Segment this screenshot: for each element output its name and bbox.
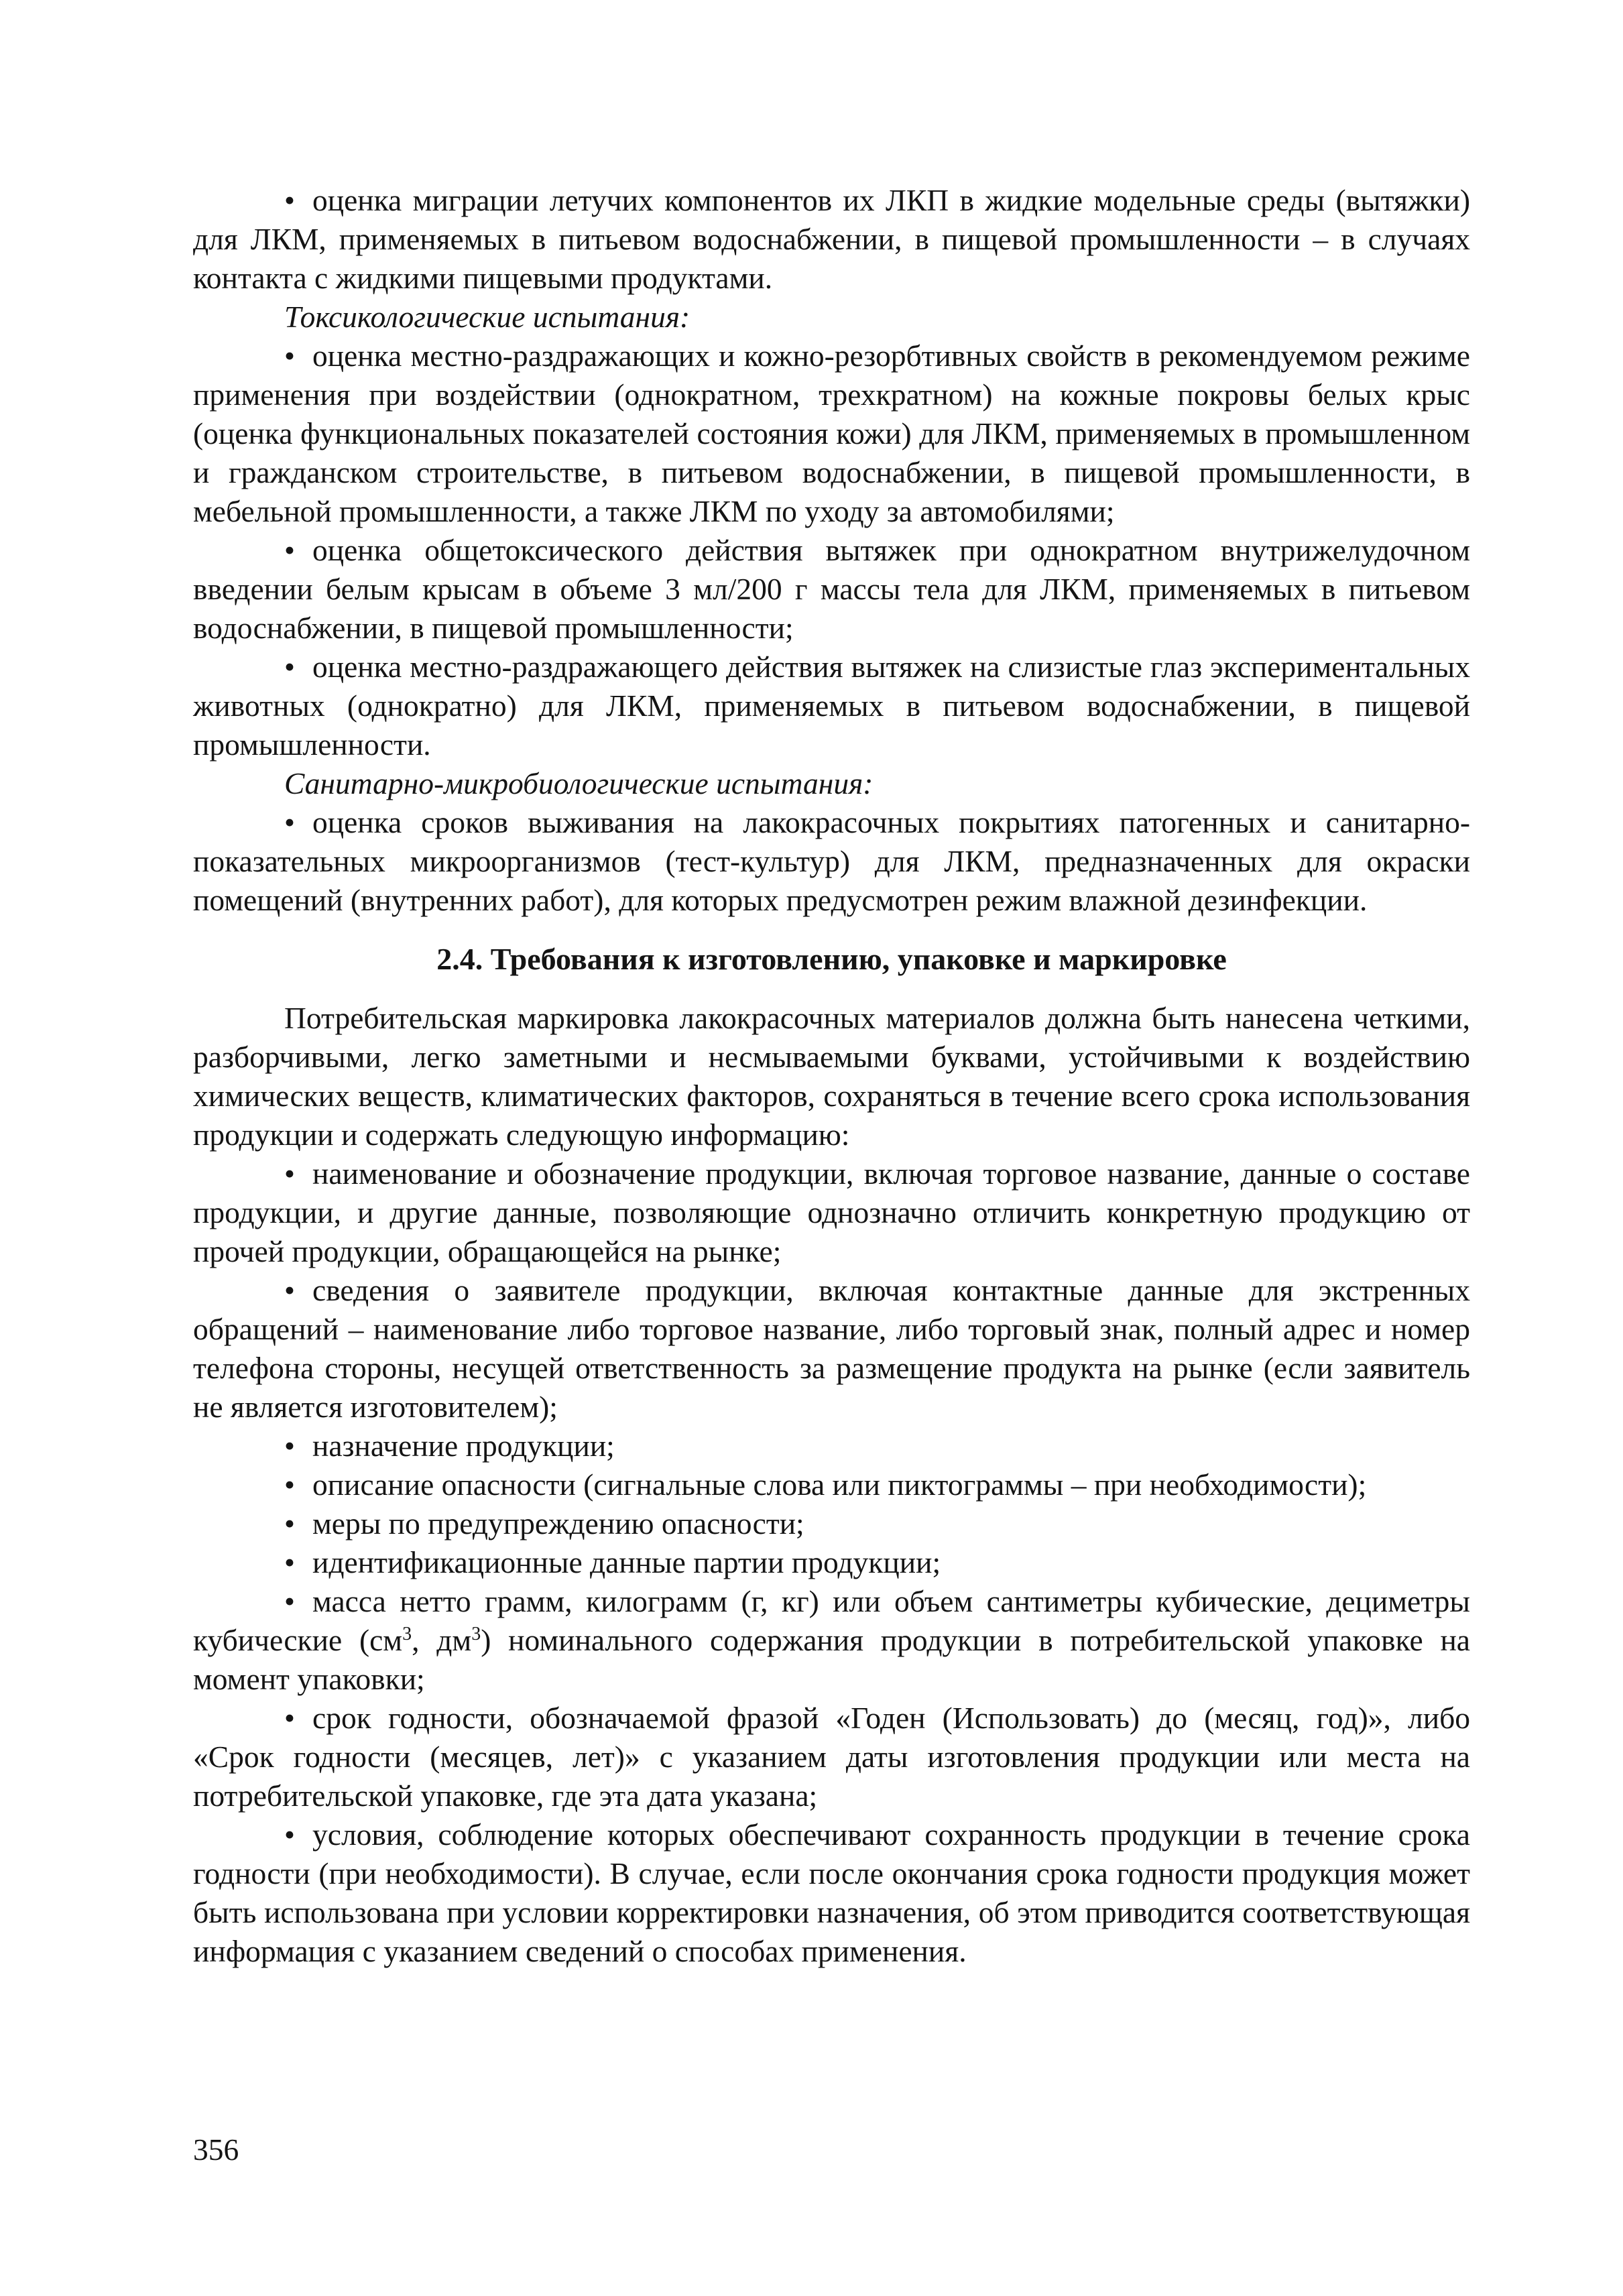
bullet-marker: •: [284, 650, 295, 684]
bullet-marker: •: [284, 1429, 295, 1463]
bullet-microorganism-survival: [193, 803, 1470, 920]
bullet-text: оценка местно-раздражающего действия вытяжек на слизистые глаз экспериментальных животных (однократно) для ЛКМ, применяемых в питьевом водоснабжении, в пищевой промышленности.: [193, 650, 1470, 762]
bullet-text-part: , дм: [412, 1623, 472, 1657]
section-intro-paragraph: Потребительская маркировка лакокрасочных материалов должна быть нанесена четкими, разборчивыми, легко заметными и несмываемыми буквами, устойчивыми к воздействию химических веществ, климатических факторов, сохраняться в течение всего срока использования продукции и содержать следующую информацию:: [193, 1001, 1470, 1152]
bullet-text: оценка местно-раздражающих и кожно-резорбтивных свойств в рекомендуемом режиме применения при воздействии (однократном, трехкратном) на кожные покровы белых крыс (оценка функциональных показателей состояния кожи) для ЛКМ, применяемых в промышленном и гражданском строительстве, в питьевом водоснабжении, в пищевой промышленности, в мебельной промышленности, а также ЛКМ по уходу за автомобилями;: [193, 339, 1470, 528]
subheading-sanitary-microbiological-tests: Санитарно-микробиологические испытания:: [284, 766, 874, 800]
bullet-text: оценка сроков выживания на лакокрасочных покрытиях патогенных и санитарно-показательных микроорганизмов (тест-культур) для ЛКМ, предназначенных для окраски помещений (внутренних работ), для которых предусмотрен режим влажной дезинфекции.: [193, 805, 1470, 917]
bullet-product-purpose: [193, 1427, 1470, 1465]
bullet-product-name: [193, 1154, 1470, 1271]
bullet-marker: •: [284, 183, 295, 217]
bullet-marker: •: [284, 1584, 295, 1618]
superscript-cube: 3: [402, 1623, 412, 1644]
bullet-text-part: масса нетто грамм, килограмм (г, кг) или объем сантиметры кубические, дециметры кубические (см: [193, 1584, 1470, 1657]
bullet-marker: •: [284, 805, 295, 839]
bullet-text: срок годности, обозначаемой фразой «Годен (Использовать) до (месяц, год)», либо «Срок годности (месяцев, лет)» с указанием даты изготовления продукции или места на потребительской упаковке, где эта дата указана;: [193, 1701, 1470, 1813]
bullet-text: назначение продукции;: [312, 1429, 615, 1463]
bullet-text: описание опасности (сигнальные слова или пиктограммы – при необходимости);: [312, 1467, 1367, 1502]
subheading-toxicological-tests: Токсикологические испытания:: [284, 300, 690, 334]
bullet-general-toxicity: [193, 531, 1470, 648]
bullet-marker: •: [284, 1545, 295, 1579]
bullet-eye-irritation: [193, 648, 1470, 764]
page-body: [193, 181, 1470, 1971]
bullet-storage-conditions: [193, 1815, 1470, 1971]
bullet-marker: •: [284, 1156, 295, 1191]
bullet-text: оценка общетоксического действия вытяжек при однократном внутрижелудочном введении белым крысам в объеме 3 мл/200 г массы тела для ЛКМ, применяемых в питьевом водоснабжении, в пищевой промышленности;: [193, 533, 1470, 645]
page-number: 356: [193, 2132, 239, 2167]
bullet-batch-identification: [193, 1543, 1470, 1582]
bullet-text: наименование и обозначение продукции, включая торговое название, данные о составе продукции, и другие данные, позволяющие однозначно отличить конкретную продукцию от прочей продукции, обращающейся на рынке;: [193, 1156, 1470, 1268]
bullet-marker: •: [284, 1506, 295, 1540]
bullet-shelf-life: [193, 1699, 1470, 1815]
bullet-marker: •: [284, 1467, 295, 1502]
bullet-text: меры по предупреждению опасности;: [312, 1506, 804, 1540]
bullet-text: оценка миграции летучих компонентов их ЛКП в жидкие модельные среды (вытяжки) для ЛКМ, применяемых в питьевом водоснабжении, в пищевой промышленности – в случаях контакта с жидкими пищевыми продуктами.: [193, 183, 1470, 295]
bullet-marker: •: [284, 1701, 295, 1735]
bullet-hazard-prevention: [193, 1504, 1470, 1543]
bullet-text: идентификационные данные партии продукции;: [312, 1545, 941, 1579]
bullet-marker: •: [284, 533, 295, 567]
bullet-hazard-description: [193, 1465, 1470, 1504]
bullet-text: сведения о заявителе продукции, включая контактные данные для экстренных обращений – наименование либо торговое название, либо торговый знак, полный адрес и номер телефона стороны, несущей ответственность за размещение продукта на рынке (если заявитель не является изготовителем);: [193, 1273, 1470, 1424]
bullet-applicant-info: [193, 1271, 1470, 1427]
bullet-marker: •: [284, 339, 295, 373]
bullet-skin-irritation: [193, 337, 1470, 531]
bullet-migration-assessment: [193, 181, 1470, 298]
section-heading: 2.4. Требования к изготовлению, упаковке и маркировке: [436, 942, 1227, 976]
bullet-text: условия, соблюдение которых обеспечивают сохранность продукции в течение срока годности (при необходимости). В случае, если после окончания срока годности продукция может быть использована при условии корректировки назначения, об этом приводится соответствующая информация с указанием сведений о способах применения.: [193, 1817, 1470, 1968]
superscript-cube: 3: [471, 1623, 481, 1644]
bullet-text-part: ) номинального содержания продукции в потребительской упаковке на момент упаковки;: [193, 1623, 1471, 1696]
bullet-marker: •: [284, 1817, 295, 1852]
bullet-net-mass-volume: [193, 1582, 1470, 1699]
bullet-marker: •: [284, 1273, 295, 1307]
